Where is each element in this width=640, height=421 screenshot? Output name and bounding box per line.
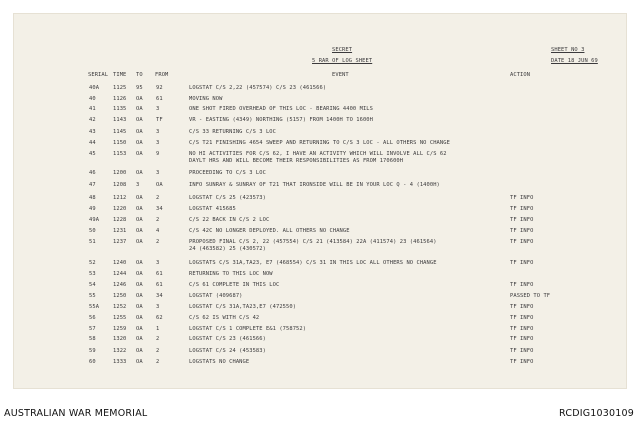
row-to: OA: [136, 129, 143, 135]
row-time: 1143: [113, 117, 127, 123]
column-header-serial: SERIAL: [88, 72, 109, 78]
row-to: OA: [136, 315, 143, 321]
archive-name: AUSTRALIAN WAR MEMORIAL: [4, 408, 148, 419]
row-event-line: ONE SHOT FIRED OVERHEAD OF THIS LOC - BEARING 4400 MILS: [189, 106, 373, 112]
row-action: TF INFO: [510, 304, 534, 310]
row-event-line: C/S 42C NO LONGER DEPLOYED. ALL OTHERS NO CHANGE: [189, 228, 350, 234]
row-event-line: NO HI ACTIVITIES FOR C/S 62, I HAVE AN ACTIVITY WHICH WILL INVOLVE ALL C/S 62: [189, 151, 447, 157]
row-from: 3: [156, 304, 160, 310]
row-from: 34: [156, 206, 163, 212]
row-serial: 42: [89, 117, 96, 123]
row-action: TF INFO: [510, 239, 534, 245]
row-event-line: LOGSTAT C/S 24 (453583): [189, 348, 266, 354]
sheet-number: SHEET NO 3: [551, 47, 585, 53]
row-from: 61: [156, 96, 163, 102]
row-serial: 52: [89, 260, 96, 266]
row-to: OA: [136, 195, 143, 201]
row-from: 92: [156, 85, 163, 91]
row-time: 1208: [113, 182, 127, 188]
row-serial: 47: [89, 182, 96, 188]
row-event-line: PROPOSED FINAL C/S 2, 22 (457554) C/S 21 (413584) 22A (411574) 23 (461564): [189, 239, 437, 245]
column-header-event: EVENT: [332, 72, 349, 78]
row-to: OA: [136, 271, 143, 277]
row-to: OA: [136, 170, 143, 176]
row-event-line: C/S 22 BACK IN C/S 2 LOC: [189, 217, 270, 223]
row-to: OA: [136, 336, 143, 342]
row-to: OA: [136, 282, 143, 288]
row-action: TF INFO: [510, 282, 534, 288]
row-event-line: LOGSTAT C/S 23 (461566): [189, 336, 266, 342]
row-event-line: C/S 62 IS WITH C/S 42: [189, 315, 260, 321]
log-sheet-page: [13, 13, 627, 389]
row-event-line: LOGSTATS NO CHANGE: [189, 359, 250, 365]
row-serial: 58: [89, 336, 96, 342]
row-serial: 51: [89, 239, 96, 245]
row-serial: 49: [89, 206, 96, 212]
row-time: 1322: [113, 348, 127, 354]
row-time: 1333: [113, 359, 127, 365]
row-to: OA: [136, 304, 143, 310]
row-to: OA: [136, 326, 143, 332]
row-action: TF INFO: [510, 359, 534, 365]
row-to: OA: [136, 239, 143, 245]
row-event-line: LOGSTAT (409687): [189, 293, 243, 299]
row-from: 3: [156, 170, 160, 176]
row-from: 3: [156, 129, 160, 135]
row-time: 1145: [113, 129, 127, 135]
row-from: 34: [156, 293, 163, 299]
row-event-line: RETURNING TO THIS LOC NOW: [189, 271, 273, 277]
row-time: 1212: [113, 195, 127, 201]
row-to: OA: [136, 106, 143, 112]
row-from: 61: [156, 271, 163, 277]
row-event-line: MOVING NOW: [189, 96, 223, 102]
row-from: 61: [156, 282, 163, 288]
row-to: OA: [136, 117, 143, 123]
sheet-title: 5 RAR OF LOG SHEET: [312, 58, 373, 64]
row-serial: 56: [89, 315, 96, 321]
archive-reference: RCDIG1030109: [559, 408, 634, 419]
row-event-line: PROCEEDING TO C/S 3 LOC: [189, 170, 266, 176]
row-from: 2: [156, 195, 160, 201]
column-header-time: TIME: [113, 72, 127, 78]
row-time: 1228: [113, 217, 127, 223]
row-serial: 55A: [89, 304, 100, 310]
row-serial: 45: [89, 151, 96, 157]
row-time: 1246: [113, 282, 127, 288]
row-time: 1126: [113, 96, 127, 102]
row-event-line: LOGSTAT 415685: [189, 206, 236, 212]
row-from: 3: [156, 106, 160, 112]
row-serial: 54: [89, 282, 96, 288]
row-action: TF INFO: [510, 348, 534, 354]
row-from: TF: [156, 117, 163, 123]
row-action: TF INFO: [510, 195, 534, 201]
row-event-line: DAYLT HRS AND WILL BECOME THEIR RESPONSIBILITIES AS FROM 170600H: [189, 158, 404, 164]
row-event-line: C/S T21 FINISHING 4654 SWEEP AND RETURNING TO C/S 3 LOC - ALL OTHERS NO CHANGE: [189, 140, 450, 146]
row-action: TF INFO: [510, 228, 534, 234]
row-event-line: VR - EASTING (4349) NORTHING (5157) FROM 1400H TO 1600H: [189, 117, 373, 123]
row-serial: 40A: [89, 85, 100, 91]
row-time: 1135: [113, 106, 127, 112]
row-action: TF INFO: [510, 326, 534, 332]
row-time: 1240: [113, 260, 127, 266]
row-from: 3: [156, 140, 160, 146]
row-action: PASSED TO TF: [510, 293, 551, 299]
row-action: TF INFO: [510, 217, 534, 223]
column-header-action: ACTION: [510, 72, 531, 78]
row-serial: 48: [89, 195, 96, 201]
row-time: 1200: [113, 170, 127, 176]
row-action: TF INFO: [510, 336, 534, 342]
row-to: 95: [136, 85, 143, 91]
row-to: OA: [136, 206, 143, 212]
row-from: 9: [156, 151, 160, 157]
row-time: 1220: [113, 206, 127, 212]
row-from: 2: [156, 336, 160, 342]
row-from: 3: [156, 260, 160, 266]
row-from: 2: [156, 217, 160, 223]
row-event-line: LOGSTAT C/S 31A,TA23,E7 (472550): [189, 304, 297, 310]
row-event-line: C/S 33 RETURNING C/S 3 LOC: [189, 129, 276, 135]
row-from: 62: [156, 315, 163, 321]
row-time: 1244: [113, 271, 127, 277]
row-event-line: C/S 61 COMPLETE IN THIS LOC: [189, 282, 280, 288]
row-event-line: LOGSTAT C/S 1 COMPLETE E&1 (758752): [189, 326, 307, 332]
row-to: OA: [136, 96, 143, 102]
row-time: 1150: [113, 140, 127, 146]
row-to: OA: [136, 359, 143, 365]
row-to: OA: [136, 348, 143, 354]
row-to: OA: [136, 151, 143, 157]
row-from: 1: [156, 326, 160, 332]
row-serial: 59: [89, 348, 96, 354]
row-serial: 57: [89, 326, 96, 332]
row-serial: 44: [89, 140, 96, 146]
row-serial: 55: [89, 293, 96, 299]
row-serial: 40: [89, 96, 96, 102]
row-from: 2: [156, 359, 160, 365]
row-time: 1250: [113, 293, 127, 299]
row-serial: 49A: [89, 217, 100, 223]
row-serial: 53: [89, 271, 96, 277]
row-time: 1255: [113, 315, 127, 321]
row-from: 2: [156, 348, 160, 354]
row-time: 1153: [113, 151, 127, 157]
row-to: OA: [136, 260, 143, 266]
row-time: 1231: [113, 228, 127, 234]
row-time: 1252: [113, 304, 127, 310]
row-from: 2: [156, 239, 160, 245]
row-event-line: LOGSTAT C/S 25 (423573): [189, 195, 266, 201]
row-action: TF INFO: [510, 315, 534, 321]
row-time: 1259: [113, 326, 127, 332]
row-to: OA: [136, 293, 143, 299]
row-serial: 50: [89, 228, 96, 234]
archive-footer: [0, 405, 640, 421]
row-action: TF INFO: [510, 206, 534, 212]
row-serial: 41: [89, 106, 96, 112]
row-to: OA: [136, 228, 143, 234]
row-to: OA: [136, 217, 143, 223]
row-event-line: LOGSTAT C/S 2,22 (457574) C/S 23 (461566): [189, 85, 327, 91]
row-serial: 46: [89, 170, 96, 176]
row-time: 1125: [113, 85, 127, 91]
classification-heading: SECRET: [332, 47, 353, 53]
row-event-line: LOGSTATS C/S 31A,TA23, E7 (468554) C/S 31 IN THIS LOC ALL OTHERS NO CHANGE: [189, 260, 437, 266]
row-serial: 60: [89, 359, 96, 365]
sheet-date: DATE 18 JUN 69: [551, 58, 598, 64]
row-event-line: 24 (463582) 25 (430572): [189, 246, 266, 252]
row-serial: 43: [89, 129, 96, 135]
row-from: 4: [156, 228, 160, 234]
row-to: OA: [136, 140, 143, 146]
row-from: OA: [156, 182, 163, 188]
row-time: 1320: [113, 336, 127, 342]
column-header-to: TO: [136, 72, 143, 78]
row-to: 3: [136, 182, 140, 188]
row-action: TF INFO: [510, 260, 534, 266]
row-time: 1237: [113, 239, 127, 245]
row-event-line: INFO SUNRAY & SUNRAY OF T21 THAT IRONSIDE WILL BE IN YOUR LOC Q - 4 (1400H): [189, 182, 440, 188]
column-header-from: FROM: [155, 72, 169, 78]
